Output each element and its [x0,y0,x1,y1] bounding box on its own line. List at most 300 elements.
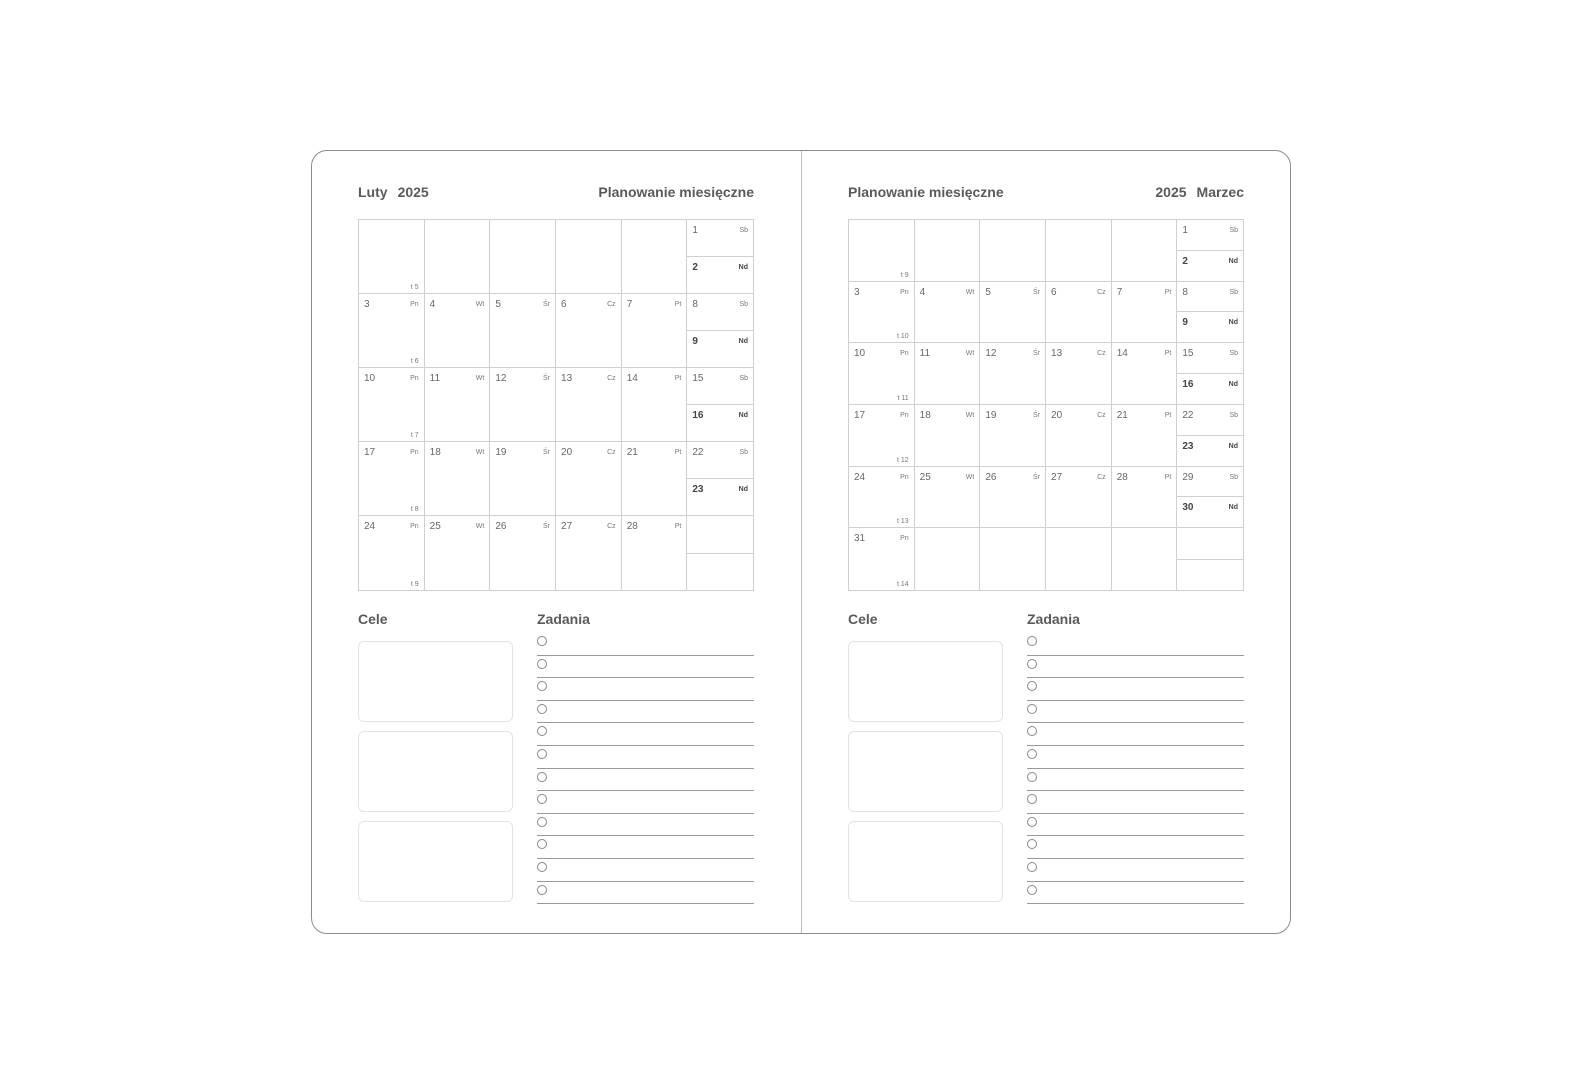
weekday-label: Cz [607,449,616,456]
day-number: 4 [919,286,926,298]
weekday-label: Śr [543,523,551,530]
tasks-heading: Zadania [537,611,590,627]
day-number: 19 [495,447,507,458]
calendar-day-saturday[interactable] [1177,528,1243,559]
calendar-day-cell[interactable] [556,294,622,367]
day-number: 15 [1182,348,1194,360]
week-number: t 9 [410,581,419,588]
day-number: 20 [561,447,573,458]
goal-box[interactable] [848,641,1003,722]
day-number: 1 [692,225,698,236]
calendar-day-cell[interactable] [622,220,688,293]
checkbox-circle-icon[interactable] [1027,885,1037,895]
calendar-day-cell[interactable] [1046,528,1112,590]
calendar-day-cell[interactable] [490,442,556,515]
week-number: t 8 [410,506,419,513]
calendar-day-saturday[interactable] [687,516,753,554]
calendar-day-cell[interactable] [359,220,425,293]
weekday-label: Pt [674,301,682,308]
day-number: 4 [429,299,436,310]
checkbox-circle-icon[interactable] [1027,862,1037,872]
calendar-day-cell[interactable] [980,467,1046,528]
calendar-day-cell[interactable] [425,516,491,590]
weekday-label: Cz [607,523,616,530]
weekday-label: Cz [607,375,616,382]
calendar-day-cell[interactable] [915,467,981,528]
week-number: t 13 [896,518,909,526]
day-number: 21 [626,447,638,458]
checkbox-circle-icon[interactable] [1027,749,1037,759]
day-number: 24 [854,471,866,483]
goal-box[interactable] [848,731,1003,812]
day-number: 8 [692,299,698,310]
page-title: Planowanie miesięczne [848,184,1004,200]
checkbox-circle-icon[interactable] [537,772,547,782]
calendar-day-sunday[interactable] [1177,251,1243,281]
planner-spread [311,150,1291,934]
calendar-day-saturday[interactable] [1177,282,1243,313]
day-number: 7 [1116,286,1123,298]
month-heading [358,184,429,200]
day-number: 30 [1182,502,1194,514]
week-number: t 5 [410,284,419,291]
task-line[interactable] [537,701,754,724]
task-line[interactable] [1027,769,1244,792]
checkbox-circle-icon[interactable] [1027,636,1037,646]
day-number: 25 [429,521,441,532]
weekday-label: Wt [965,473,975,481]
calendar-day-cell[interactable] [425,442,491,515]
task-line[interactable] [1027,633,1244,656]
calendar-day-cell[interactable] [1046,405,1112,466]
weekday-label: Cz [1097,350,1106,358]
year: 2025 [1155,184,1187,200]
calendar-week-row [359,220,753,294]
task-line[interactable] [1027,859,1244,882]
weekday-label: Sb [1229,288,1239,296]
weekday-label: Śr [543,449,551,456]
calendar-day-cell[interactable] [556,368,622,441]
calendar-week-row [359,442,753,516]
calendar-day-cell[interactable] [1046,282,1112,343]
calendar-day-cell[interactable] [1112,405,1178,466]
task-list [537,633,754,904]
weekday-label: Pt [1164,473,1172,481]
calendar-day-sunday[interactable] [687,405,753,441]
weekday-label: Pn [410,523,419,530]
task-line[interactable] [537,633,754,656]
calendar-week-row [849,220,1243,282]
calendar-week-row [849,405,1243,467]
weekday-label: Śr [1033,411,1041,419]
tasks-heading: Zadania [1027,611,1080,627]
goal-box[interactable] [358,641,513,722]
task-line[interactable] [1027,701,1244,724]
weekend-cell [687,294,753,367]
goal-box[interactable] [358,821,513,902]
calendar-day-cell[interactable] [622,442,688,515]
calendar-day-cell[interactable] [490,368,556,441]
calendar-day-sunday[interactable] [1177,560,1243,590]
day-number: 31 [854,533,866,545]
goals-heading: Cele [358,611,388,627]
weekday-label: Nd [1228,442,1239,450]
task-line[interactable] [1027,791,1244,814]
weekend-cell [1177,405,1243,466]
calendar-day-cell[interactable] [849,528,915,590]
calendar-day-saturday[interactable] [687,442,753,479]
goal-box[interactable] [358,731,513,812]
day-number: 28 [626,521,638,532]
checkbox-circle-icon[interactable] [1027,772,1037,782]
calendar-day-cell[interactable] [490,220,556,293]
weekday-label: Pn [410,449,419,456]
calendar-day-cell[interactable] [490,516,556,590]
checkbox-circle-icon[interactable] [1027,726,1037,736]
calendar-day-sunday[interactable] [687,554,753,591]
day-number: 27 [561,521,573,532]
day-number: 14 [626,373,638,384]
checkbox-circle-icon[interactable] [537,681,547,691]
calendar-day-cell[interactable] [849,343,915,404]
weekday-label: Śr [1033,473,1041,481]
month-heading [1155,184,1244,200]
calendar-day-cell[interactable] [425,368,491,441]
day-number: 24 [364,521,376,532]
calendar-week-row [359,516,753,590]
day-number: 26 [495,521,507,532]
calendar-day-cell[interactable] [1046,467,1112,528]
month-name: Marzec [1196,184,1244,200]
task-line[interactable] [1027,656,1244,679]
goal-box[interactable] [848,821,1003,902]
weekday-label: Wt [475,301,485,308]
calendar-day-sunday[interactable] [687,479,753,515]
task-line[interactable] [537,814,754,837]
day-number: 13 [1051,348,1063,360]
checkbox-circle-icon[interactable] [537,749,547,759]
week-number: t 6 [410,358,419,365]
checkbox-circle-icon[interactable] [1027,839,1037,849]
checkbox-circle-icon[interactable] [537,659,547,669]
weekday-label: Sb [1229,227,1239,234]
day-number: 23 [692,484,704,495]
day-number: 20 [1051,409,1063,421]
calendar-day-sunday[interactable] [1177,497,1243,527]
day-number: 13 [561,373,573,384]
calendar-week-row [849,282,1243,344]
weekday-label: Wt [965,350,975,358]
page-february [312,151,802,935]
week-number: t 7 [410,432,419,439]
weekday-label: Nd [738,264,749,271]
calendar-day-cell[interactable] [425,294,491,367]
weekday-label: Śr [1033,350,1041,358]
calendar-day-cell[interactable] [915,528,981,590]
year: 2025 [397,184,429,200]
page-title: Planowanie miesięczne [598,184,754,200]
weekday-label: Sb [1229,350,1239,358]
week-number: t 14 [896,580,909,588]
calendar-day-cell[interactable] [980,282,1046,343]
weekday-label: Nd [1228,319,1239,327]
task-line[interactable] [1027,746,1244,769]
day-number: 26 [985,471,997,483]
calendar-day-cell[interactable] [1112,282,1178,343]
week-number: t 9 [900,271,909,279]
calendar-week-row [359,368,753,442]
day-number: 27 [1051,471,1063,483]
day-number: 16 [692,410,704,421]
task-line[interactable] [1027,814,1244,837]
calendar-day-sunday[interactable] [1177,374,1243,404]
weekday-label: Wt [475,375,485,382]
weekday-label: Pn [900,411,909,419]
calendar-week-row [849,343,1243,405]
calendar-day-cell[interactable] [1046,343,1112,404]
month-name: Luty [358,184,388,200]
weekend-cell [1177,220,1243,281]
checkbox-circle-icon[interactable] [537,817,547,827]
weekday-label: Pt [674,523,682,530]
goals-heading: Cele [848,611,878,627]
calendar-day-sunday[interactable] [687,257,753,293]
week-number: t 11 [897,394,909,402]
weekend-cell [687,368,753,441]
calendar-day-cell[interactable] [915,343,981,404]
weekday-label: Sb [739,227,749,234]
day-number: 17 [364,447,376,458]
calendar-day-sunday[interactable] [1177,436,1243,466]
weekday-label: Śr [1033,288,1041,296]
day-number: 14 [1116,348,1128,360]
weekday-label: Sb [739,449,749,456]
checkbox-circle-icon[interactable] [537,839,547,849]
weekday-label: Wt [965,288,975,296]
weekday-label: Nd [738,412,749,419]
weekday-label: Pn [900,288,909,296]
weekday-label: Pt [1164,288,1172,296]
day-number: 11 [429,373,441,384]
day-number: 15 [692,373,704,384]
week-number: t 12 [896,456,909,464]
calendar-day-cell[interactable] [556,220,622,293]
calendar-day-cell[interactable] [359,368,425,441]
weekday-label: Wt [475,449,485,456]
weekend-cell [1177,528,1243,590]
day-number: 25 [919,471,931,483]
weekday-label: Sb [1229,473,1239,481]
calendar-day-saturday[interactable] [1177,405,1243,436]
task-line[interactable] [537,723,754,746]
checkbox-circle-icon[interactable] [537,885,547,895]
calendar-day-saturday[interactable] [687,294,753,331]
task-line[interactable] [537,882,754,905]
day-number: 10 [854,348,866,360]
weekday-label: Pn [900,350,909,358]
weekday-label: Śr [543,375,551,382]
weekday-label: Pt [1164,350,1172,358]
calendar-day-cell[interactable] [1112,467,1178,528]
weekday-label: Cz [1097,473,1106,481]
task-line[interactable] [537,791,754,814]
calendar-day-cell[interactable] [359,442,425,515]
day-number: 7 [626,299,633,310]
day-number: 22 [1182,409,1194,421]
checkbox-circle-icon[interactable] [537,704,547,714]
calendar-day-cell[interactable] [425,220,491,293]
calendar-day-cell[interactable] [980,405,1046,466]
weekday-label: Cz [1097,288,1106,296]
task-line[interactable] [1027,882,1244,905]
calendar-day-cell[interactable] [915,282,981,343]
weekday-label: Wt [475,523,485,530]
calendar-day-saturday[interactable] [687,220,753,257]
day-number: 28 [1116,471,1128,483]
day-number: 9 [1182,317,1188,329]
task-line[interactable] [537,656,754,679]
week-number: t 10 [896,333,909,341]
calendar-day-cell[interactable] [915,405,981,466]
calendar-week-row [849,467,1243,529]
weekday-label: Cz [1097,411,1106,419]
calendar-day-cell[interactable] [556,516,622,590]
checkbox-circle-icon[interactable] [1027,659,1037,669]
task-line[interactable] [1027,723,1244,746]
weekend-cell [1177,467,1243,528]
calendar-day-cell[interactable] [849,220,915,281]
weekday-label: Nd [1228,257,1239,265]
weekday-label: Pn [410,375,419,382]
calendar-day-cell[interactable] [622,294,688,367]
day-number: 2 [692,262,698,273]
calendar-day-saturday[interactable] [1177,467,1243,498]
month-calendar-grid [848,219,1244,591]
calendar-day-cell[interactable] [1112,343,1178,404]
weekend-cell [1177,282,1243,343]
weekday-label: Śr [543,301,551,308]
calendar-day-saturday[interactable] [687,368,753,405]
checkbox-circle-icon[interactable] [537,794,547,804]
day-number: 18 [919,409,931,421]
weekday-label: Pt [674,375,682,382]
checkbox-circle-icon[interactable] [537,862,547,872]
weekday-label: Sb [739,375,749,382]
calendar-day-cell[interactable] [622,368,688,441]
weekday-label: Nd [1228,504,1239,512]
checkbox-circle-icon[interactable] [537,726,547,736]
day-number: 12 [985,348,997,360]
calendar-day-saturday[interactable] [1177,220,1243,251]
calendar-day-cell[interactable] [980,343,1046,404]
day-number: 11 [919,348,931,360]
calendar-day-cell[interactable] [849,282,915,343]
task-line[interactable] [537,678,754,701]
calendar-day-saturday[interactable] [1177,343,1243,374]
calendar-day-cell[interactable] [1112,528,1178,590]
weekend-cell [687,442,753,515]
day-number: 12 [495,373,507,384]
weekend-cell [1177,343,1243,404]
task-line[interactable] [537,769,754,792]
page-march [802,151,1292,935]
weekend-cell [687,220,753,293]
day-number: 29 [1182,471,1194,483]
checkbox-circle-icon[interactable] [1027,681,1037,691]
weekday-label: Nd [1228,381,1239,389]
weekday-label: Pn [900,535,909,543]
day-number: 22 [692,447,704,458]
calendar-day-sunday[interactable] [687,331,753,367]
checkbox-circle-icon[interactable] [1027,817,1037,827]
calendar-day-cell[interactable] [849,467,915,528]
calendar-day-cell[interactable] [359,294,425,367]
day-number: 2 [1182,255,1188,267]
calendar-day-cell[interactable] [1112,220,1178,281]
weekday-label: Pn [410,301,419,308]
day-number: 6 [1051,286,1057,298]
calendar-week-row [359,294,753,368]
weekday-label: Pt [1164,411,1172,419]
weekday-label: Nd [738,486,749,493]
checkbox-circle-icon[interactable] [537,636,547,646]
day-number: 10 [364,373,376,384]
day-number: 23 [1182,440,1194,452]
calendar-day-cell[interactable] [980,528,1046,590]
day-number: 9 [692,336,698,347]
calendar-day-sunday[interactable] [1177,312,1243,342]
day-number: 6 [561,299,567,310]
month-calendar-grid [358,219,754,591]
weekday-label: Sb [1229,411,1239,419]
calendar-day-cell[interactable] [915,220,981,281]
calendar-day-cell[interactable] [556,442,622,515]
task-line[interactable] [537,859,754,882]
calendar-day-cell[interactable] [490,294,556,367]
task-list [1027,633,1244,904]
calendar-day-cell[interactable] [849,405,915,466]
task-line[interactable] [1027,678,1244,701]
calendar-day-cell[interactable] [622,516,688,590]
weekday-label: Nd [738,338,749,345]
day-number: 19 [985,409,997,421]
task-line[interactable] [537,836,754,859]
calendar-day-cell[interactable] [1046,220,1112,281]
day-number: 3 [364,299,370,310]
weekday-label: Pn [900,473,909,481]
calendar-week-row [849,528,1243,590]
day-number: 5 [985,286,991,298]
checkbox-circle-icon[interactable] [1027,794,1037,804]
day-number: 5 [495,299,501,310]
checkbox-circle-icon[interactable] [1027,704,1037,714]
day-number: 21 [1116,409,1128,421]
day-number: 16 [1182,379,1194,391]
task-line[interactable] [1027,836,1244,859]
calendar-day-cell[interactable] [359,516,425,590]
weekend-cell [687,516,753,590]
weekday-label: Sb [739,301,749,308]
day-number: 18 [429,447,441,458]
day-number: 17 [854,409,866,421]
weekday-label: Cz [607,301,616,308]
task-line[interactable] [537,746,754,769]
weekday-label: Wt [965,411,975,419]
day-number: 3 [854,286,860,298]
weekday-label: Pt [674,449,682,456]
day-number: 8 [1182,286,1188,298]
calendar-day-cell[interactable] [980,220,1046,281]
